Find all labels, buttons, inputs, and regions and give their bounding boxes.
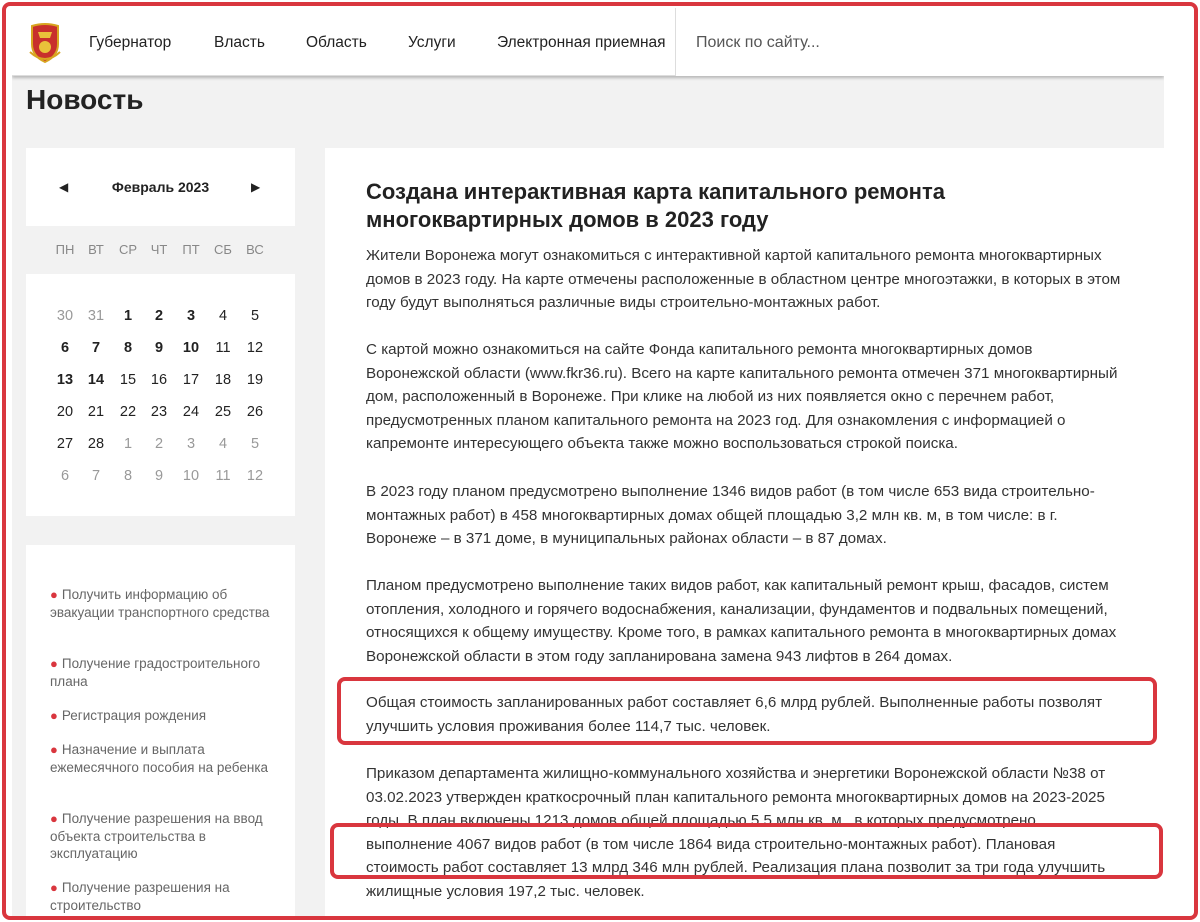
- weekday-sat: СБ: [214, 242, 232, 257]
- article-paragraph: Планом предусмотрено выполнение таких видов работ, как капитальный ремонт крыш, фасадов, систем отопления, холодного и горячего водоснабжения, канализации, фундаментов и подвальных помещений, относящихся к общему имуществу. Кроме того, в рамках капитального ремонта в многоквартирных домах Воронежской области в этом году запланирована замена 943 лифтов в 264 домах.: [366, 577, 1117, 665]
- calendar-day[interactable]: 6: [60, 468, 70, 484]
- service-link[interactable]: [50, 586, 270, 621]
- article-paragraph: Приказом департамента жилищно-коммунального хозяйства и энергетики Воронежской области №38 от 03.02.2023 утвержден краткосрочный план капитального ремонта многоквартирных домов на 2023-2025 годы. В план включены 1213 домов общей площадью 5,5 млн кв. м., в которых предусмотрено выполнение 4067 видов работ (в том числе 1864 вида строительно-монтажных работ). Плановая стоимость работ составляет 13 млрд 346 млн рублей. Реализация плана позволит за три года улучшить жилищные условия 197,2 тыс. человек.: [366, 765, 1106, 900]
- calendar-day[interactable]: 7: [91, 340, 101, 356]
- article-paragraph: Жители Воронежа могут ознакомиться с интерактивной картой капитального ремонта многоквартирных домов в 2023 году. На карте отмечены расположенные в областном центре многоэтажки, в которых в этом году будут выполняться различные виды строительно-монтажных работ.: [366, 247, 1121, 312]
- calendar-day[interactable]: 28: [87, 436, 105, 452]
- calendar-day[interactable]: 19: [246, 372, 264, 388]
- service-label: Получение разрешения на ввод объекта строительства в эксплуатацию: [50, 811, 263, 861]
- service-label: Получить информацию об эвакуации транспортного средства: [50, 587, 270, 620]
- services-list: [26, 545, 295, 918]
- service-label: Регистрация рождения: [61, 708, 207, 723]
- bullet-icon: ●: [50, 811, 58, 826]
- calendar-day[interactable]: 17: [182, 372, 200, 388]
- calendar-month-label: Февраль 2023: [111, 179, 210, 195]
- calendar-day[interactable]: 16: [150, 372, 168, 388]
- calendar-day[interactable]: 11: [215, 340, 231, 356]
- calendar-day[interactable]: 24: [182, 404, 200, 420]
- calendar-day[interactable]: 14: [87, 372, 105, 388]
- calendar-day[interactable]: 9: [154, 468, 164, 484]
- weekday-tue: ВТ: [88, 242, 104, 257]
- calendar-day[interactable]: 5: [250, 308, 260, 324]
- search-box: [675, 8, 1164, 76]
- news-calendar: [26, 148, 295, 516]
- calendar-day[interactable]: 30: [56, 308, 74, 324]
- calendar-weekday-row: [26, 226, 295, 274]
- calendar-day[interactable]: 25: [214, 404, 232, 420]
- weekday-sun: ВС: [246, 242, 264, 257]
- calendar-day[interactable]: 8: [123, 340, 133, 356]
- weekday-mon: ПН: [55, 242, 75, 257]
- calendar-day[interactable]: 26: [246, 404, 264, 420]
- calendar-day[interactable]: 22: [119, 404, 137, 420]
- calendar-prev-icon[interactable]: ◀: [59, 180, 69, 194]
- calendar-day[interactable]: 10: [182, 340, 200, 356]
- calendar-next-icon[interactable]: ▶: [251, 180, 261, 194]
- calendar-day[interactable]: 27: [56, 436, 74, 452]
- calendar-day[interactable]: 10: [182, 468, 200, 484]
- nav-authority[interactable]: Власть: [214, 34, 265, 51]
- search-input[interactable]: [696, 31, 1136, 55]
- calendar-day[interactable]: 3: [186, 308, 196, 324]
- calendar-day[interactable]: 31: [87, 308, 105, 324]
- calendar-day[interactable]: 9: [154, 340, 164, 356]
- service-label: Получение градостроительного плана: [50, 656, 261, 689]
- calendar-day[interactable]: 15: [119, 372, 137, 388]
- service-label: Назначение и выплата ежемесячного пособия на ребенка: [50, 742, 269, 775]
- weekday-thu: ЧТ: [150, 242, 168, 257]
- bullet-icon: ●: [50, 656, 58, 671]
- bullet-icon: ●: [50, 742, 58, 757]
- calendar-day[interactable]: 23: [150, 404, 168, 420]
- calendar-day[interactable]: 20: [56, 404, 74, 420]
- bullet-icon: ●: [50, 587, 58, 602]
- calendar-day[interactable]: 5: [250, 436, 260, 452]
- service-link[interactable]: [50, 707, 270, 725]
- calendar-day[interactable]: 21: [87, 404, 105, 420]
- calendar-day[interactable]: 4: [218, 436, 228, 452]
- service-link[interactable]: [50, 741, 270, 776]
- article-paragraph: С картой можно ознакомиться на сайте Фонда капитального ремонта многоквартирных домов Воронежской области (www.fkr36.ru). Всего на карте капитального ремонта отмечен 371 многоквартирный дом, расположенный в Воронеже. При клике на любой из них появляется окно с перечнем работ, предусмотренных планом капитального ремонта на 2023 год. Для ознакомления с информацией о капремонте интересующего объекта также можно воспользоваться строкой поиска.: [366, 341, 1118, 453]
- browser-screenshot: [12, 8, 1164, 918]
- calendar-day[interactable]: 8: [123, 468, 133, 484]
- calendar-day[interactable]: 12: [246, 468, 264, 484]
- weekday-fri: ПТ: [182, 242, 200, 257]
- calendar-day[interactable]: 7: [91, 468, 101, 484]
- article-title: Создана интерактивная карта капитального ремонта многоквартирных домов в 2023 году: [366, 179, 945, 232]
- article-paragraph: Общая стоимость запланированных работ составляет 6,6 млрд рублей. Выполненные работы позволят улучшить условия проживания более 114,7 тыс. человек.: [366, 694, 1103, 735]
- page-title: Новость: [26, 84, 144, 115]
- article-paragraph: В 2023 году планом предусмотрено выполнение 1346 видов работ (в том числе 653 вида строительно-монтажных работ) в 458 многоквартирных домах общей площадью 3,2 млн кв. м, в том числе: в г. Воронеже – в 371 доме, в муниципальных районах области – в 87 домах.: [366, 483, 1095, 548]
- news-article: [325, 148, 1164, 918]
- bullet-icon: ●: [50, 880, 58, 895]
- bullet-icon: ●: [50, 708, 58, 723]
- calendar-day[interactable]: 3: [186, 436, 196, 452]
- service-label: Получение разрешения на строительство: [50, 880, 230, 913]
- service-link[interactable]: [50, 810, 270, 863]
- site-header: [12, 8, 1164, 76]
- weekday-wed: СР: [118, 242, 138, 257]
- calendar-day[interactable]: 12: [246, 340, 264, 356]
- calendar-day[interactable]: 1: [123, 436, 133, 452]
- service-link[interactable]: [50, 879, 270, 914]
- calendar-day[interactable]: 13: [56, 372, 74, 388]
- nav-region[interactable]: Область: [306, 34, 367, 51]
- coat-of-arms-logo[interactable]: [26, 22, 64, 64]
- nav-e-reception[interactable]: Электронная приемная: [497, 34, 666, 51]
- calendar-day[interactable]: 1: [123, 308, 133, 324]
- nav-governor[interactable]: Губернатор: [89, 34, 172, 51]
- nav-services[interactable]: Услуги: [408, 34, 456, 51]
- calendar-day[interactable]: 4: [218, 308, 228, 324]
- calendar-day[interactable]: 2: [154, 436, 164, 452]
- calendar-day[interactable]: 11: [215, 468, 231, 484]
- calendar-day[interactable]: 6: [60, 340, 70, 356]
- calendar-day[interactable]: 18: [214, 372, 232, 388]
- calendar-day[interactable]: 2: [154, 308, 164, 324]
- service-link[interactable]: [50, 655, 270, 690]
